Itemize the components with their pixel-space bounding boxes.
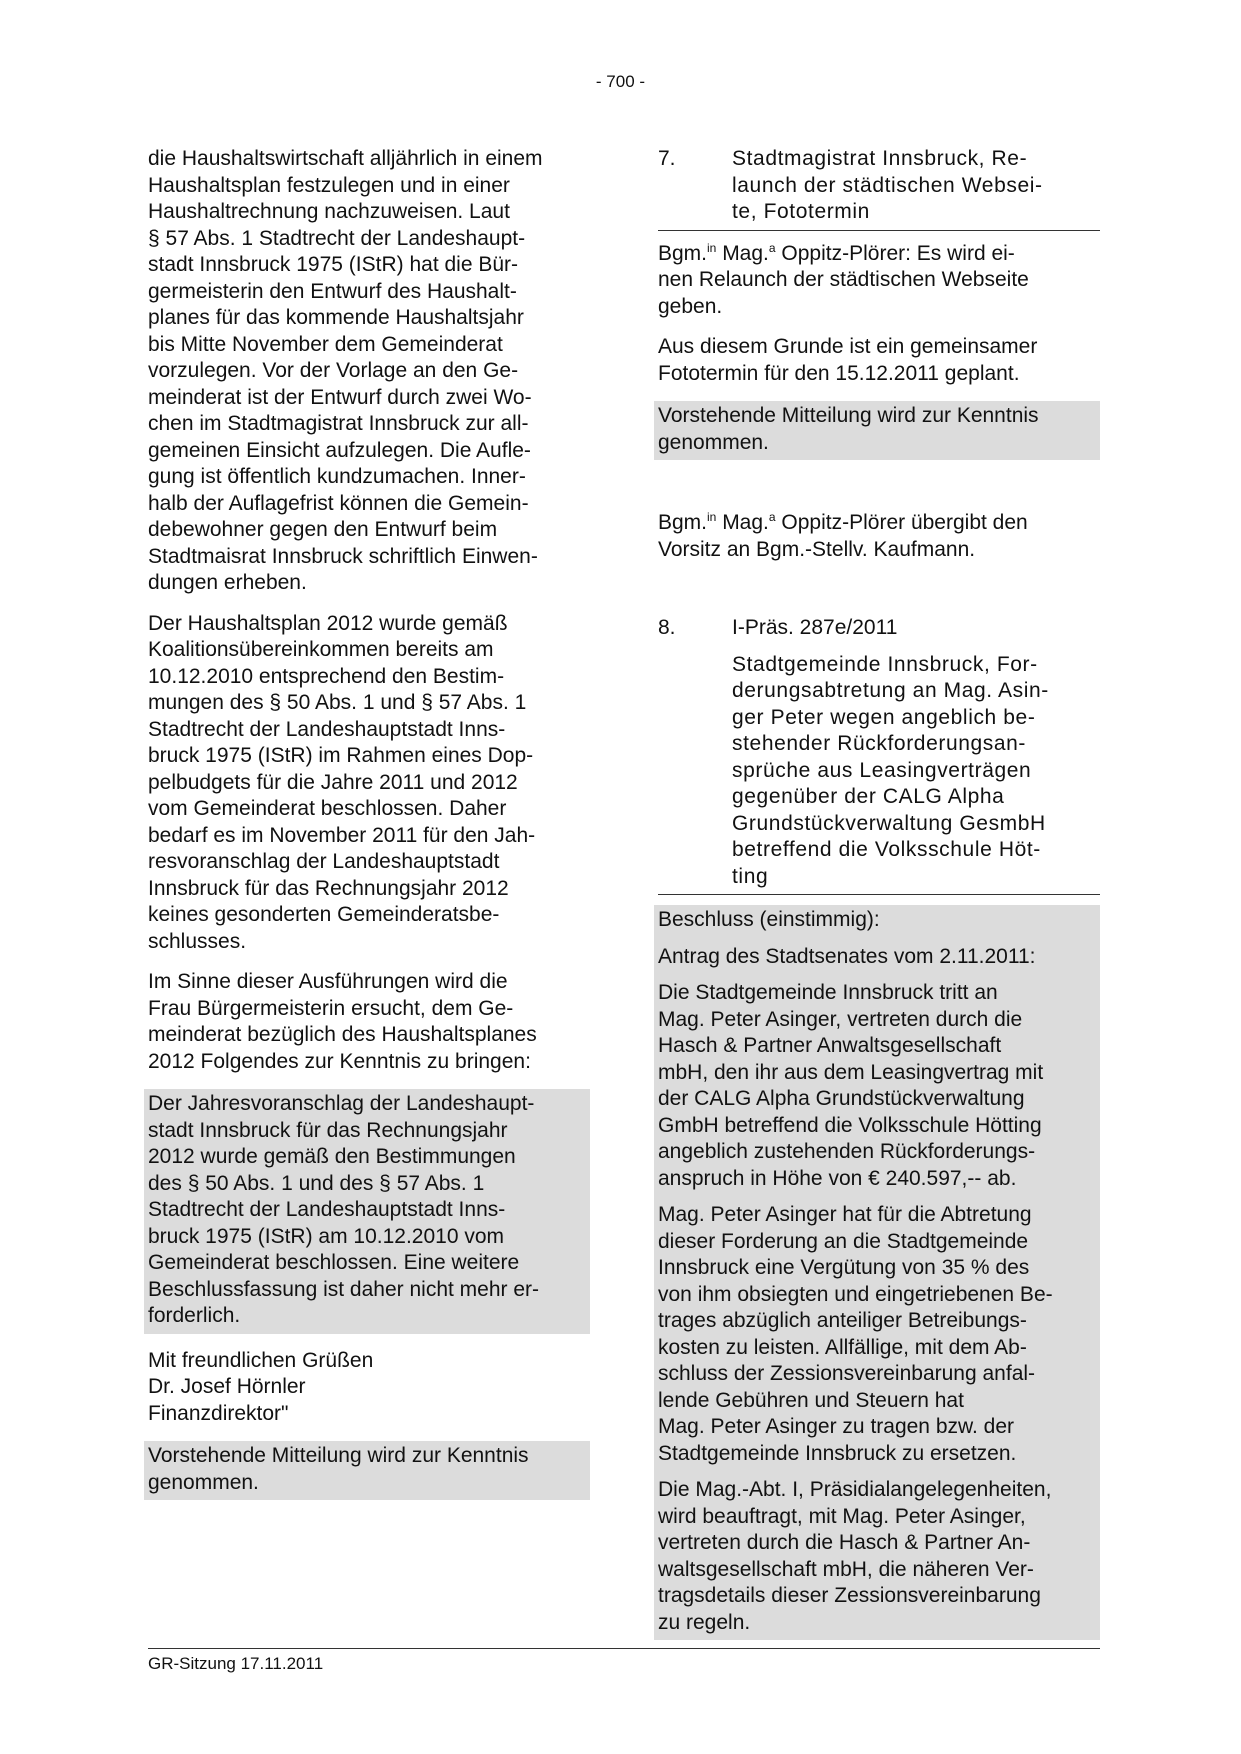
text-line: chen im Stadtmagistrat Innsbruck zur all-	[148, 412, 529, 435]
text-line: Stadtmaisrat Innsbruck schriftlich Einwen-	[148, 544, 538, 568]
item-8-title	[732, 652, 1100, 891]
resolution-paragraph-mandate	[658, 1477, 1096, 1636]
text-line: Grundstückverwaltung GesmbH	[732, 811, 1046, 835]
text-line: Mag. Peter Asinger, vertreten durch die	[658, 1007, 1023, 1031]
text-line: stadt Innsbruck für das Rechnungsjahr	[148, 1118, 508, 1142]
text-line: zu regeln.	[658, 1610, 751, 1634]
item-8-number: 8.	[658, 616, 676, 639]
text-line: stehender Rückforderungsan-	[732, 732, 1027, 755]
text-line: vertreten durch die Hasch & Partner An-	[658, 1531, 1031, 1554]
text-line: Gemeinderat beschlossen. Eine weitere	[148, 1251, 520, 1274]
item-7-heading	[658, 146, 1100, 226]
text-line: genommen.	[148, 1470, 259, 1494]
resolution-paragraph-assignment	[658, 980, 1096, 1192]
text-line: resvoranschlag der Landeshauptstadt	[148, 850, 500, 873]
speaker-statement-start: Oppitz-Plörer: Es wird ei-	[775, 241, 1015, 265]
shaded-noted-item-7	[654, 401, 1100, 460]
text-line: Die Mag.-Abt. I, Präsidialangelegenheiten,	[658, 1478, 1052, 1501]
text-line: Haushaltrechnung nachzuweisen. Laut	[148, 200, 510, 223]
text-line: halb der Auflagefrist können die Gemein-	[148, 491, 529, 515]
text-line: geben.	[658, 294, 723, 318]
handover-text-start: Oppitz-Plörer übergibt den	[775, 511, 1028, 534]
speaker-title: Bgm.	[658, 241, 708, 265]
text-line: anspruch in Höhe von € 240.597,-- ab.	[658, 1166, 1017, 1190]
handover-title: Bgm.	[658, 511, 708, 534]
item-8-reference: I-Präs. 287e/2011	[732, 616, 898, 639]
text-line: Hasch & Partner Anwaltsgesellschaft	[658, 1034, 1002, 1057]
text-line: Innsbruck eine Vergütung von 35 % des	[658, 1256, 1030, 1279]
text-line: angeblich zustehenden Rückforderungs-	[658, 1140, 1036, 1163]
text-line: Der Haushaltsplan 2012 wurde gemäß	[148, 611, 508, 635]
text-line: debewohner gegen den Entwurf beim	[148, 518, 498, 541]
text-line: des § 50 Abs. 1 und des § 57 Abs. 1	[148, 1171, 485, 1195]
handover-mag: Mag.	[716, 511, 769, 534]
text-line: 2012 wurde gemäß den Bestimmungen	[148, 1145, 516, 1168]
text-line: § 57 Abs. 1 Stadtrecht der Landeshaupt-	[148, 226, 526, 250]
text-line: Vorstehende Mitteilung wird zur Kenntnis	[148, 1444, 529, 1467]
text-line: Mag. Peter Asinger zu tragen bzw. der	[658, 1415, 1015, 1438]
text-line: ting	[732, 864, 769, 888]
shaded-resolution-item-8	[654, 905, 1100, 1640]
text-line: Stadtgemeinde Innsbruck zu ersetzen.	[658, 1441, 1017, 1465]
text-line: pelbudgets für die Jahre 2011 und 2012	[148, 770, 518, 794]
item-8-rule	[658, 894, 1100, 895]
resolution-label: Beschluss (einstimmig):	[658, 908, 880, 931]
item-8-heading	[658, 615, 1100, 890]
text-line: 10.12.2010 entsprechend den Bestim-	[148, 664, 505, 688]
text-line: wird beauftragt, mit Mag. Peter Asinger,	[658, 1504, 1026, 1528]
item-7-title	[732, 146, 1100, 226]
text-line: schlusses.	[148, 929, 247, 953]
text-line: bis Mitte November dem Gemeinderat	[148, 332, 503, 356]
speaker-mag: Mag.	[716, 241, 769, 265]
speaker-statement-rest	[658, 267, 1100, 320]
text-line: kosten zu leisten. Allfällige, mit dem Ab-	[658, 1335, 1027, 1359]
text-line: Dr. Josef Hörnler	[148, 1375, 306, 1398]
text-line: Mag. Peter Asinger hat für die Abtretung	[658, 1203, 1032, 1226]
handover-text-end: Vorsitz an Bgm.-Stellv. Kaufmann.	[658, 537, 976, 561]
text-line: keines gesonderten Gemeinderatsbe-	[148, 903, 500, 926]
superscript-a: a	[768, 240, 776, 255]
item-7-paragraph-phototermin	[658, 334, 1100, 387]
text-line: Mit freundlichen Grüßen	[148, 1348, 374, 1372]
text-line: bruck 1975 (IStR) im Rahmen eines Dop-	[148, 744, 534, 767]
text-line: waltsgesellschaft mbH, die näheren Ver-	[658, 1557, 1034, 1581]
text-line: Aus diesem Grunde ist ein gemeinsamer	[658, 335, 1038, 358]
text-line: germeisterin den Entwurf des Haushalt-	[148, 279, 517, 303]
text-line: bedarf es im November 2011 für den Jah-	[148, 823, 536, 847]
resolution-paragraph-compensation	[658, 1202, 1096, 1467]
shaded-statement-text	[148, 1091, 586, 1330]
text-line: nen Relaunch der städtischen Webseite	[658, 268, 1029, 291]
text-line: dieser Forderung an die Stadtgemeinde	[658, 1229, 1029, 1253]
text-line: von ihm obsiegten und eingetriebenen Be-	[658, 1282, 1053, 1306]
text-line: mungen des § 50 Abs. 1 und § 57 Abs. 1	[148, 691, 527, 714]
text-line: vom Gemeinderat beschlossen. Daher	[148, 797, 507, 820]
text-line: Beschlussfassung ist daher nicht mehr er-	[148, 1277, 540, 1301]
footer-rule	[148, 1648, 1100, 1649]
text-line: derungsabtretung an Mag. Asin-	[732, 679, 1049, 702]
text-line: Finanzdirektor"	[148, 1401, 289, 1425]
noted-text-left	[148, 1443, 586, 1496]
text-line: Stadtmagistrat Innsbruck, Re-	[732, 147, 1028, 170]
text-line: vorzulegen. Vor der Vorlage an den Ge-	[148, 359, 519, 382]
text-line: der CALG Alpha Grundstückverwaltung	[658, 1087, 1025, 1110]
text-line: GmbH betreffend die Volksschule Hötting	[658, 1113, 1042, 1137]
shaded-statement-budget	[144, 1089, 590, 1334]
text-line: dungen erheben.	[148, 571, 307, 594]
text-line: Stadtrecht der Landeshauptstadt Inns-	[148, 717, 506, 741]
text-line: Stadtgemeinde Innsbruck, For-	[732, 652, 1038, 676]
text-line: trages abzüglich anteiliger Betreibungs-	[658, 1309, 1027, 1332]
text-line: ger Peter wegen angeblich be-	[732, 705, 1036, 729]
superscript-in: in	[707, 240, 717, 255]
text-line: forderlich.	[148, 1304, 241, 1327]
text-line: Haushaltsplan festzulegen und in einer	[148, 173, 510, 197]
text-line: Fototermin für den 15.12.2011 geplant.	[658, 361, 1020, 385]
paragraph-request	[148, 969, 590, 1075]
text-line: genommen.	[658, 430, 769, 454]
handover-superscript-a: a	[768, 510, 776, 524]
text-line: Die Stadtgemeinde Innsbruck tritt an	[658, 981, 998, 1004]
text-line: schluss der Zessionsvereinbarung anfal-	[658, 1362, 1036, 1385]
item-7-paragraph-relaunch	[658, 241, 1100, 321]
text-line: tragsdetails dieser Zessionsvereinbarung	[658, 1584, 1041, 1607]
footer-session-date: GR-Sitzung 17.11.2011	[148, 1654, 324, 1673]
left-column	[148, 146, 590, 1500]
text-line: lende Gebühren und Steuern hat	[658, 1388, 964, 1412]
text-line: Stadtrecht der Landeshauptstadt Inns-	[148, 1198, 506, 1221]
text-line: Vorstehende Mitteilung wird zur Kenntnis	[658, 404, 1039, 427]
text-line: launch der städtischen Websei-	[732, 173, 1043, 197]
item-7-number: 7.	[658, 147, 676, 170]
text-line: gegenüber der CALG Alpha	[732, 785, 1005, 808]
page-number: - 700 -	[595, 72, 646, 91]
item-7-rule	[658, 230, 1100, 231]
text-line: Innsbruck für das Rechnungsjahr 2012	[148, 876, 509, 900]
text-line: gung ist öffentlich kundzumachen. Inner-	[148, 465, 526, 488]
right-column	[658, 146, 1100, 1640]
paragraph-budget-law	[148, 146, 590, 597]
text-line: 2012 Folgendes zur Kenntnis zu bringen:	[148, 1049, 531, 1073]
text-line: Der Jahresvoranschlag der Landeshaupt-	[148, 1092, 535, 1115]
chair-handover	[658, 510, 1100, 563]
text-line: die Haushaltswirtschaft alljährlich in einem	[148, 147, 543, 170]
shaded-noted-left	[144, 1441, 590, 1500]
text-line: bruck 1975 (IStR) am 10.12.2010 vom	[148, 1224, 505, 1248]
text-line: gemeinen Einsicht aufzulegen. Die Aufle-	[148, 438, 531, 462]
motion-label: Antrag des Stadtsenates vom 2.11.2011:	[658, 944, 1036, 968]
text-line: stadt Innsbruck 1975 (IStR) hat die Bür-	[148, 253, 519, 276]
text-line: mbH, den ihr aus dem Leasingvertrag mit	[658, 1060, 1044, 1084]
text-line: Koalitionsübereinkommen bereits am	[148, 638, 494, 661]
text-line: betreffend die Volksschule Höt-	[732, 838, 1041, 861]
handover-superscript-in: in	[707, 510, 717, 524]
text-line: Frau Bürgermeisterin ersucht, dem Ge-	[148, 996, 514, 1020]
closing-signature	[148, 1348, 590, 1428]
paragraph-budget-plan-2012	[148, 611, 590, 956]
text-line: sprüche aus Leasingverträgen	[732, 758, 1032, 782]
text-line: planes für das kommende Haushaltsjahr	[148, 306, 524, 329]
noted-text-item-7	[658, 403, 1096, 456]
item-8-heading-body	[732, 615, 1100, 890]
text-line: meinderat ist der Entwurf durch zwei Wo-	[148, 385, 532, 409]
text-line: Im Sinne dieser Ausführungen wird die	[148, 970, 508, 993]
text-line: meinderat bezüglich des Haushaltsplanes	[148, 1023, 537, 1046]
text-line: te, Fototermin	[732, 200, 870, 223]
